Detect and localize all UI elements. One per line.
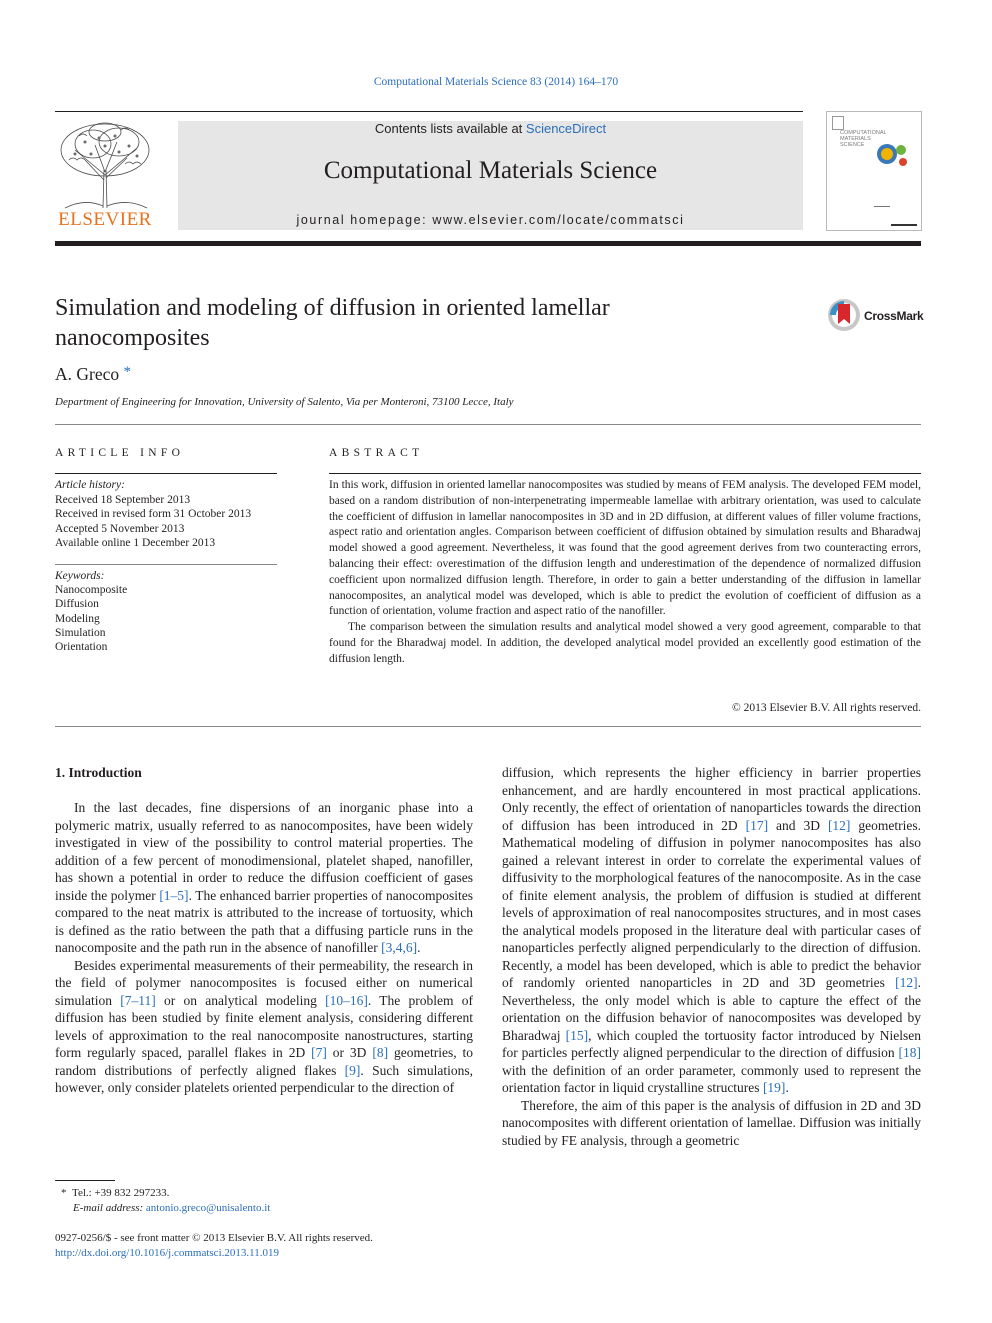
keyword: Orientation <box>55 641 108 654</box>
keyword: Nanocomposite <box>55 584 128 597</box>
abstract-body <box>329 478 921 668</box>
footnote-email-label: E-mail address: <box>73 1201 144 1214</box>
paper-title-line-2: nanocomposites <box>55 325 210 351</box>
abstract-paragraph-2: The comparison between the simulation results and analytical model showed a very good agreement, comparable to that found for the Bharadwaj model. In addition, the developed analytical model provided an excellently good estimation of the diffusion length. <box>329 621 921 665</box>
keyword: Diffusion <box>55 598 99 611</box>
citation-link[interactable]: [10–16] <box>325 992 368 1008</box>
citation-link[interactable]: [8] <box>372 1045 389 1060</box>
abstract-end-rule <box>55 726 921 727</box>
citation-link[interactable]: [7] <box>311 1045 327 1060</box>
keyword: Modeling <box>55 612 100 625</box>
citation-link[interactable]: [1–5] <box>159 887 189 903</box>
footnote-telephone: Tel.: +39 832 297233. <box>72 1187 170 1199</box>
header-thick-rule <box>55 241 921 246</box>
citation-link[interactable]: [15] <box>565 1027 589 1043</box>
paper-title <box>55 293 775 353</box>
journal-homepage[interactable]: journal homepage: www.elsevier.com/locate/commatsci <box>296 213 685 227</box>
citation-link[interactable]: [12] <box>895 975 918 990</box>
abstract-rule <box>329 473 921 474</box>
history-online: Available online 1 December 2013 <box>55 537 216 549</box>
body-paragraph: Besides experimental measurements of their permeability, the research in the field of polymer nanocomposites is focused either on numerical simulation [7–11] or on analytical modeling [10–16]. The problem of diffusion has been studied by finite element analysis, considering different levels of approximation to the real nanocomposite nanostructures, starting form regularly spaced, parallel flakes in 2D [7] or 3D [8] geometries, to random distributions of perfectly aligned flakes [9]. Such simulations, however, only consider platelets oriented perpendicular to the direction of <box>55 957 474 1095</box>
keywords <box>55 569 127 654</box>
citation-link[interactable]: [18] <box>898 1045 921 1060</box>
contents-prefix: Contents lists available at <box>374 121 526 136</box>
contents-line <box>178 121 803 136</box>
cover-title: COMPUTATIONAL MATERIALS SCIENCE <box>840 130 887 148</box>
history-label: Article history: <box>55 479 125 491</box>
crossmark-label[interactable]: CrossMark <box>864 309 924 323</box>
keyword: Simulation <box>55 626 106 639</box>
cover-small-logo <box>832 116 844 130</box>
abstract-copyright: © 2013 Elsevier B.V. All rights reserved. <box>732 702 921 714</box>
citation-link[interactable]: [12] <box>827 817 851 833</box>
doi-link[interactable]: http://dx.doi.org/10.1016/j.commatsci.2013.11.019 <box>55 1246 279 1259</box>
history-revised: Received in revised form 31 October 2013 <box>55 508 252 520</box>
title-rule <box>55 424 921 425</box>
front-matter <box>55 1231 373 1260</box>
footnote-rule <box>55 1180 115 1181</box>
author-footnote-mark[interactable]: * <box>123 364 132 380</box>
body-column-left <box>55 764 473 1097</box>
journal-title: Computational Materials Science <box>323 157 658 184</box>
abstract-heading: ABSTRACT <box>329 447 424 459</box>
cover-rule <box>874 206 890 207</box>
issn-line: 0927-0256/$ - see front matter © 2013 Elsevier B.V. All rights reserved. <box>55 1232 373 1244</box>
body-paragraph: diffusion, which represents the higher efficiency in barrier properties enhancement, and are hardly encountered in most practical applications. Only recently, the effect of orientation of nanoparticles towards the direction of diffusion has been introduced in 2D [17] and 3D [12] geometries. Mathematical modeling of diffusion in polymer nanocomposites has also gained a relevant interest in order to correlate the experimental values of diffusivity to the morphological features of the nanocomposite. As in the case of finite element analysis, the problem of diffusion is studied at different levels of approximation of real nanocomposites structures, and in most cases the analytical models proposed in the literature deal with particular cases of nanoparticles perfectly aligned perpendicularly to the direction of diffusion. Recently, a model has been developed, which is able to predict the behavior of randomly oriented nanoparticles in 2D and 3D geometries [12]. Nevertheless, the only model which is able to capture the effect of the orientation on the diffusion behavior of nanocomposites was developed by Bharadwaj [15], which coupled the tortuosity factor introduced by Nielsen for particles perfectly aligned perpendicular to the direction of diffusion [18] with the definition of an order parameter, commonly used to represent the orientation factor in liquid crystalline structures [19]. <box>502 765 921 1095</box>
article-info-heading: ARTICLE INFO <box>55 447 185 459</box>
article-history <box>55 478 251 551</box>
body-column-right <box>502 764 921 1149</box>
body-paragraph: In the last decades, fine dispersions of an inorganic phase into a polymeric matrix, usually referred to as nanocomposites, have been widely investigated in view of the possibility to control material properties. The addition of a few percent of monodimensional, platelet shaped, nanofiller, has shown a potential in order to reduce the diffusion coefficient of gases inside the polymer [1–5]. The enhanced barrier properties of nanocomposites compared to the neat matrix is attributed to the increase of tortuosity, which is defined as the ratio between the path that a diffusing particle runs in the nanocomposite and the path run in the absence of nanofiller [3,4,6]. <box>55 800 473 955</box>
journal-cover-thumbnail[interactable] <box>826 111 922 231</box>
citation-link[interactable]: [17] <box>745 817 769 833</box>
cover-graphic <box>873 140 913 170</box>
section-heading-introduction: 1. Introduction <box>55 765 142 780</box>
affiliation: Department of Engineering for Innovation, University of Salento, Via per Monteroni, 73100 Lecce, Italy <box>55 396 514 408</box>
elsevier-wordmark[interactable]: ELSEVIER <box>58 209 152 230</box>
author-email-link[interactable]: antonio.greco@unisalento.it <box>145 1201 271 1214</box>
abstract-paragraph-1: In this work, diffusion in oriented lamellar nanocomposites was studied by means of FEM analysis. The developed FEM model, based on a random distribution of non-interpenetrating impermeable lamellae with arbitrary orientation, was used to calculate the coefficient of diffusion in lamellar nanocomposites in 3D and in 2D diffusion, at different values of filler volume fractions, aspect ratio and orientation angles. Comparison between coefficient of diffusion obtained by simulation results and Bharadwaj model showed a good agreement. Nevertheless, it was found that the good agreement derives from two counteracting errors, balancing their effect: overestimation of the diffusion length and underestimation of the dependence of normalized diffusion coefficient upon normalized diffusion length. Therefore, in order to gain a better understanding of the diffusion in lamellar nanocomposites, an analytical model was developed, which is able to predict the evolution of coefficient of diffusion as a function of orientation, volume fraction and aspect ratio of the nanofiller. <box>329 479 921 618</box>
sciencedirect-link[interactable]: ScienceDirect <box>525 121 607 136</box>
citation-link[interactable]: [9] <box>344 1062 361 1078</box>
author-footnote <box>61 1186 270 1215</box>
keywords-label: Keywords: <box>55 570 105 582</box>
body-paragraph: Therefore, the aim of this paper is the analysis of diffusion in 2D and 3D nanocomposites with different orientation of lamellae. Diffusion was initially studied by FE analysis, through a geometric <box>502 1097 921 1148</box>
article-info-rule <box>55 473 277 474</box>
crossmark-icon <box>826 297 862 333</box>
header-rule <box>55 111 803 112</box>
citation-link[interactable]: [7–11] <box>120 992 156 1008</box>
author-name: A. Greco <box>55 364 120 384</box>
journal-citation-link[interactable]: Computational Materials Science 83 (2014) 164–170 <box>373 76 619 88</box>
citation-link[interactable]: [3,4,6] <box>381 940 418 955</box>
history-accepted: Accepted 5 November 2013 <box>55 522 185 535</box>
citation-link[interactable]: [19] <box>762 1080 786 1095</box>
footnote-mark: * <box>61 1187 67 1199</box>
keywords-rule <box>55 564 277 565</box>
author-line <box>55 364 131 385</box>
cover-footer-mark <box>891 224 917 226</box>
paper-title-line-1: Simulation and modeling of diffusion in oriented lamellar <box>55 295 610 321</box>
history-received: Received 18 September 2013 <box>55 493 191 506</box>
